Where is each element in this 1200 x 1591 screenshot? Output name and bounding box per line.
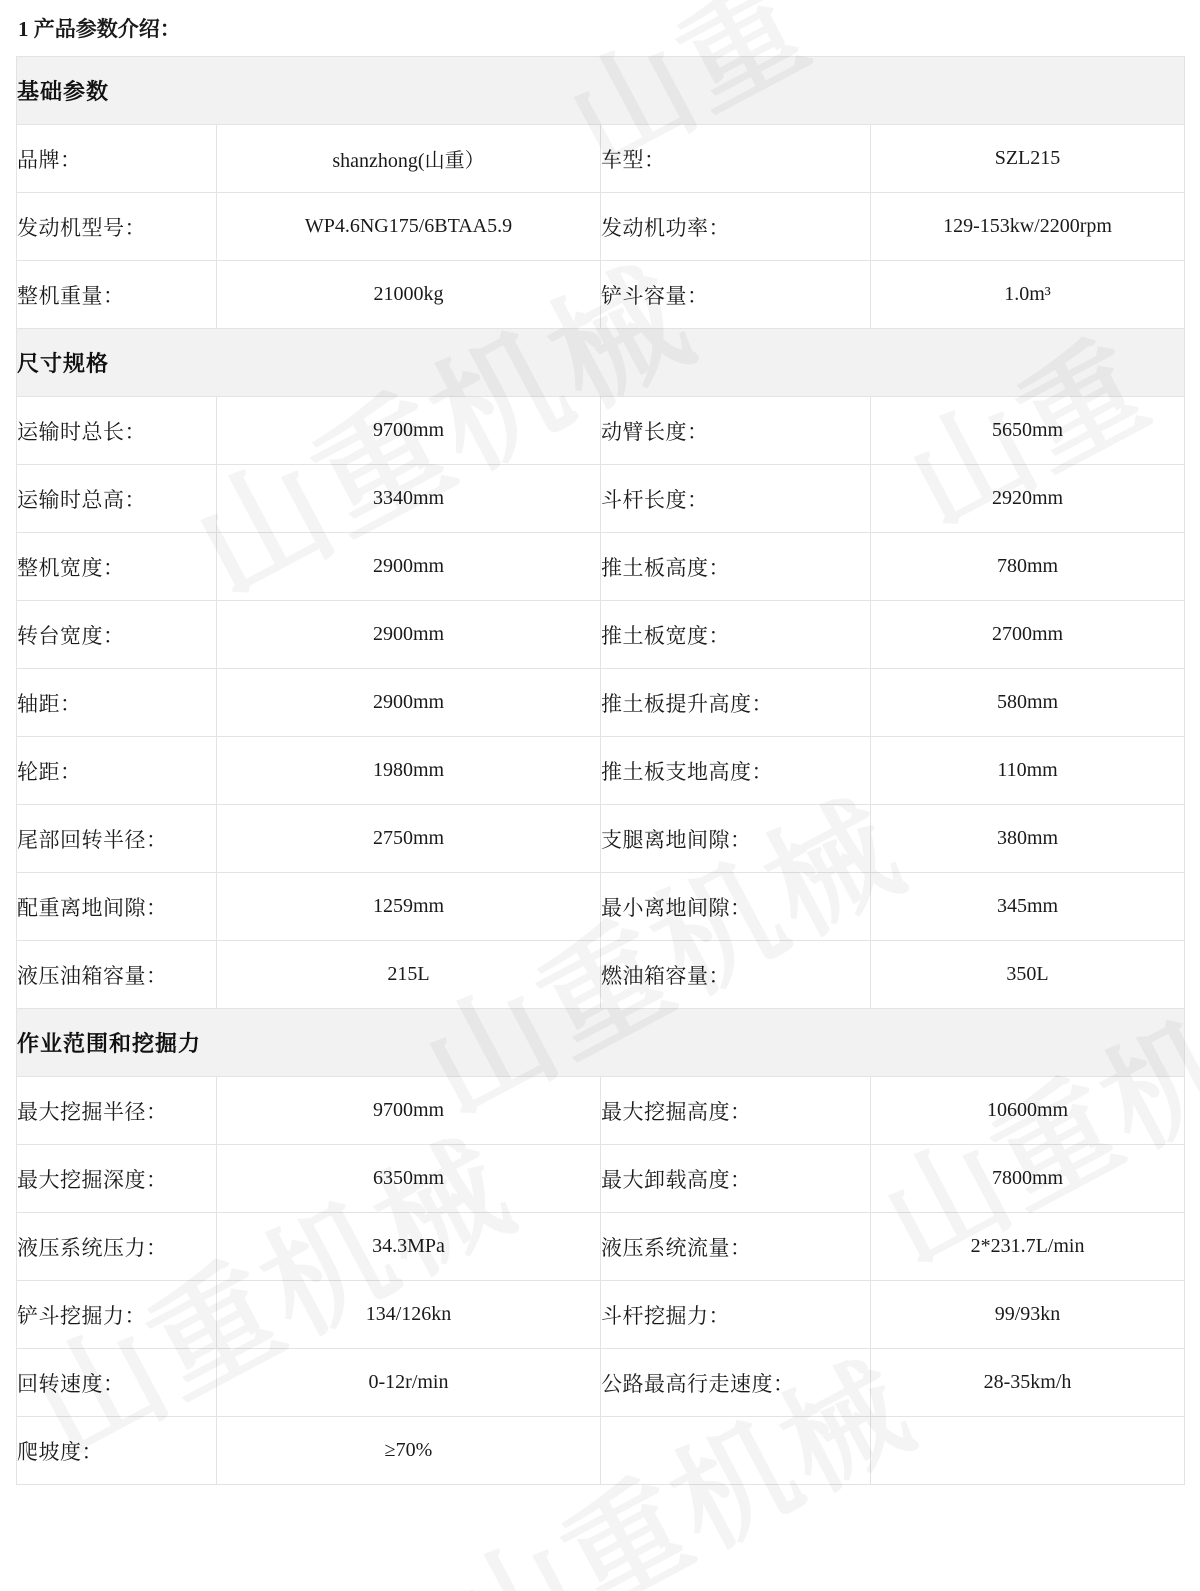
row-value: 9700mm [217, 1077, 601, 1145]
row-value: 99/93kn [871, 1281, 1185, 1349]
row-label: 推土板提升高度： [601, 669, 871, 737]
row-value: 6350mm [217, 1145, 601, 1213]
section-title: 作业范围和挖掘力 [17, 1009, 1185, 1077]
row-label: 尾部回转半径： [17, 805, 217, 873]
row-value: 580mm [871, 669, 1185, 737]
row-label: 最大挖掘深度： [17, 1145, 217, 1213]
table-row [17, 669, 1185, 737]
table-row [17, 941, 1185, 1009]
row-label: 最大挖掘高度： [601, 1077, 871, 1145]
row-value: shanzhong(山重） [217, 125, 601, 193]
section-header-row [17, 1009, 1185, 1077]
row-value: 1.0m³ [871, 261, 1185, 329]
row-label: 液压系统压力： [17, 1213, 217, 1281]
row-label: 推土板高度： [601, 533, 871, 601]
row-value: 129-153kw/2200rpm [871, 193, 1185, 261]
row-label: 发动机功率： [601, 193, 871, 261]
row-label: 斗杆长度： [601, 465, 871, 533]
row-value: 21000kg [217, 261, 601, 329]
table-row [17, 1145, 1185, 1213]
row-value: 3340mm [217, 465, 601, 533]
row-value: 2920mm [871, 465, 1185, 533]
row-value: 5650mm [871, 397, 1185, 465]
table-row [17, 125, 1185, 193]
row-value: 110mm [871, 737, 1185, 805]
row-label: 液压油箱容量： [17, 941, 217, 1009]
row-label: 整机重量： [17, 261, 217, 329]
row-value: 1259mm [217, 873, 601, 941]
table-row [17, 397, 1185, 465]
row-value: 345mm [871, 873, 1185, 941]
table-row [17, 1349, 1185, 1417]
row-value: 134/126kn [217, 1281, 601, 1349]
row-label: 最大挖掘半径： [17, 1077, 217, 1145]
table-row [17, 193, 1185, 261]
page-title: 1 产品参数介绍： [18, 17, 181, 41]
table-row [17, 737, 1185, 805]
row-value: 10600mm [871, 1077, 1185, 1145]
row-label: 运输时总高： [17, 465, 217, 533]
row-label: 支腿离地间隙： [601, 805, 871, 873]
row-label: 燃油箱容量： [601, 941, 871, 1009]
row-label: 配重离地间隙： [17, 873, 217, 941]
row-label: 运输时总长： [17, 397, 217, 465]
table-row [17, 533, 1185, 601]
section-title: 基础参数 [17, 57, 1185, 125]
table-row [17, 261, 1185, 329]
section-header-row [17, 329, 1185, 397]
specifications-table [16, 56, 1185, 1485]
row-label: 车型： [601, 125, 871, 193]
row-label [601, 1417, 871, 1485]
row-label: 斗杆挖掘力： [601, 1281, 871, 1349]
row-value: 2*231.7L/min [871, 1213, 1185, 1281]
row-label: 轴距： [17, 669, 217, 737]
row-value: 2900mm [217, 533, 601, 601]
row-value: 2900mm [217, 601, 601, 669]
row-label: 品牌： [17, 125, 217, 193]
row-label: 转台宽度： [17, 601, 217, 669]
row-label: 液压系统流量： [601, 1213, 871, 1281]
row-value: 2900mm [217, 669, 601, 737]
table-row [17, 873, 1185, 941]
table-row [17, 1213, 1185, 1281]
row-label: 轮距： [17, 737, 217, 805]
row-value: 380mm [871, 805, 1185, 873]
row-value: 780mm [871, 533, 1185, 601]
table-row [17, 465, 1185, 533]
section-title: 尺寸规格 [17, 329, 1185, 397]
table-row [17, 601, 1185, 669]
row-label: 铲斗挖掘力： [17, 1281, 217, 1349]
row-label: 整机宽度： [17, 533, 217, 601]
table-row [17, 1417, 1185, 1485]
row-value: 28-35km/h [871, 1349, 1185, 1417]
row-label: 回转速度： [17, 1349, 217, 1417]
row-value [871, 1417, 1185, 1485]
row-label: 铲斗容量： [601, 261, 871, 329]
row-value: 2750mm [217, 805, 601, 873]
row-value: 7800mm [871, 1145, 1185, 1213]
row-label: 动臂长度： [601, 397, 871, 465]
table-row [17, 1077, 1185, 1145]
table-row [17, 805, 1185, 873]
row-value: 0-12r/min [217, 1349, 601, 1417]
row-value: ≥70% [217, 1417, 601, 1485]
row-value: 34.3MPa [217, 1213, 601, 1281]
row-label: 爬坡度： [17, 1417, 217, 1485]
row-label: 公路最高行走速度： [601, 1349, 871, 1417]
row-value: 9700mm [217, 397, 601, 465]
row-value: SZL215 [871, 125, 1185, 193]
row-label: 推土板宽度： [601, 601, 871, 669]
table-row [17, 1281, 1185, 1349]
row-label: 发动机型号： [17, 193, 217, 261]
row-value: 350L [871, 941, 1185, 1009]
section-header-row [17, 57, 1185, 125]
row-value: WP4.6NG175/6BTAA5.9 [217, 193, 601, 261]
row-label: 最小离地间隙： [601, 873, 871, 941]
row-value: 1980mm [217, 737, 601, 805]
row-value: 2700mm [871, 601, 1185, 669]
row-value: 215L [217, 941, 601, 1009]
row-label: 推土板支地高度： [601, 737, 871, 805]
row-label: 最大卸载高度： [601, 1145, 871, 1213]
